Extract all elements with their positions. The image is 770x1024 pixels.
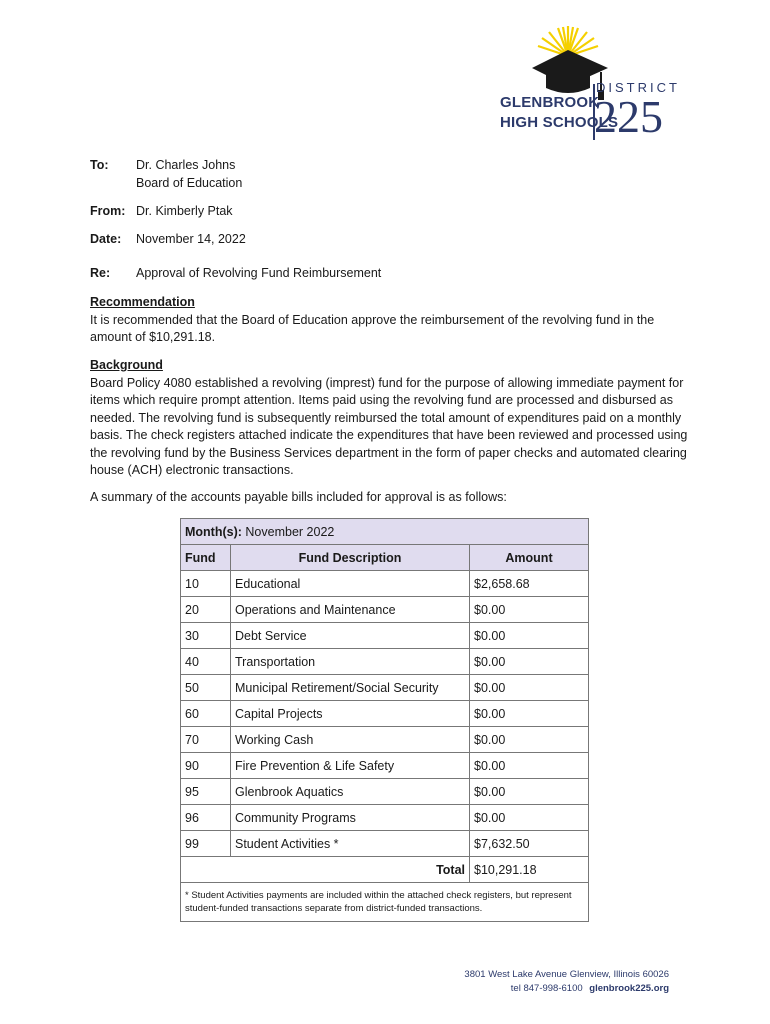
header-fund-description: Fund Description	[231, 545, 470, 571]
district-number: 225	[594, 91, 663, 142]
table-row	[181, 649, 589, 675]
fund-number: 60	[181, 701, 231, 727]
to-label: To:	[90, 158, 109, 172]
fund-number: 99	[181, 831, 231, 857]
fund-number: 70	[181, 727, 231, 753]
fund-amount: $0.00	[470, 623, 589, 649]
fund-number: 40	[181, 649, 231, 675]
fund-amount: $0.00	[470, 597, 589, 623]
table-row	[181, 727, 589, 753]
table-row	[181, 675, 589, 701]
fund-description: Capital Projects	[231, 701, 470, 727]
school-name-line2: HIGH SCHOOLS	[500, 114, 619, 131]
table-row	[181, 623, 589, 649]
note-row	[181, 883, 589, 922]
fund-number: 95	[181, 779, 231, 805]
fund-amount: $2,658.68	[470, 571, 589, 597]
fund-amount: $0.00	[470, 701, 589, 727]
date-value: November 14, 2022	[136, 232, 246, 246]
month-value: November 2022	[245, 524, 335, 539]
fund-amount: $0.00	[470, 805, 589, 831]
fund-number: 30	[181, 623, 231, 649]
fund-description: Glenbrook Aquatics	[231, 779, 470, 805]
recommendation-heading: Recommendation	[90, 295, 195, 309]
fund-description: Educational	[231, 571, 470, 597]
district-label: DISTRICT	[596, 80, 680, 95]
school-name-line1: GLENBROOK	[500, 94, 600, 111]
fund-amount: $0.00	[470, 753, 589, 779]
total-label: Total	[181, 857, 470, 883]
fund-description: Transportation	[231, 649, 470, 675]
fund-description: Student Activities *	[231, 831, 470, 857]
fund-amount: $0.00	[470, 779, 589, 805]
total-value: $10,291.18	[470, 857, 589, 883]
recommendation-section	[90, 294, 690, 347]
fund-summary-table	[180, 518, 589, 922]
fund-description: Municipal Retirement/Social Security	[231, 675, 470, 701]
month-cell	[181, 519, 589, 545]
fund-amount: $0.00	[470, 727, 589, 753]
from-name: Dr. Kimberly Ptak	[136, 204, 233, 218]
table-row	[181, 701, 589, 727]
fund-description: Community Programs	[231, 805, 470, 831]
fund-description: Fire Prevention & Life Safety	[231, 753, 470, 779]
fund-amount: $0.00	[470, 649, 589, 675]
fund-description: Operations and Maintenance	[231, 597, 470, 623]
re-value: Approval of Revolving Fund Reimbursement	[136, 266, 382, 280]
from-label: From:	[90, 204, 126, 218]
fund-number: 20	[181, 597, 231, 623]
month-label: Month(s):	[185, 524, 242, 539]
fund-amount: $7,632.50	[470, 831, 589, 857]
footer-phone: tel 847-998-6100	[510, 983, 583, 994]
table-row	[181, 571, 589, 597]
table-row	[181, 753, 589, 779]
footer-address: 3801 West Lake Avenue Glenview, Illinois 60026	[464, 969, 669, 980]
fund-number: 90	[181, 753, 231, 779]
table-header-row	[181, 545, 589, 571]
month-row	[181, 519, 589, 545]
fund-amount: $0.00	[470, 675, 589, 701]
summary-intro: A summary of the accounts payable bills included for approval is as follows:	[90, 490, 507, 504]
recommendation-text: It is recommended that the Board of Education approve the reimbursement of the revolving fund in the amount of $10,291.18.	[90, 312, 655, 344]
district-logo	[498, 22, 678, 147]
fund-description: Working Cash	[231, 727, 470, 753]
fund-number: 50	[181, 675, 231, 701]
to-name: Dr. Charles Johns	[136, 158, 236, 172]
table-row	[181, 779, 589, 805]
fund-number: 96	[181, 805, 231, 831]
background-text: Board Policy 4080 established a revolving (imprest) fund for the purpose of allowing immediate payment for items which require prompt attention. Items paid using the revolving fund are processed and disbursed as needed. The revolving fund is subsequently reimbursed the total amount of expenditures paid on a monthly basis. The check registers attached indicate the expenditures that have been reviewed and processed using the revolving fund by the Business Services department in the form of paper checks and automated clearing house (ACH) electronic transactions.	[90, 375, 688, 477]
date-label: Date:	[90, 232, 122, 246]
table-row	[181, 831, 589, 857]
header-amount: Amount	[470, 545, 589, 571]
footer-website: glenbrook225.org	[589, 983, 669, 994]
table-row	[181, 805, 589, 831]
total-row	[181, 857, 589, 883]
table-row	[181, 597, 589, 623]
fund-number: 10	[181, 571, 231, 597]
footer-contact	[511, 983, 669, 994]
to-org: Board of Education	[136, 176, 243, 190]
background-heading: Background	[90, 358, 163, 372]
fund-description: Debt Service	[231, 623, 470, 649]
re-label: Re:	[90, 266, 111, 280]
student-activities-note: * Student Activities payments are included within the attached check registers, but represent student-funded transactions separate from district-funded transactions.	[181, 883, 589, 922]
background-section	[90, 357, 690, 480]
header-fund: Fund	[181, 545, 231, 571]
